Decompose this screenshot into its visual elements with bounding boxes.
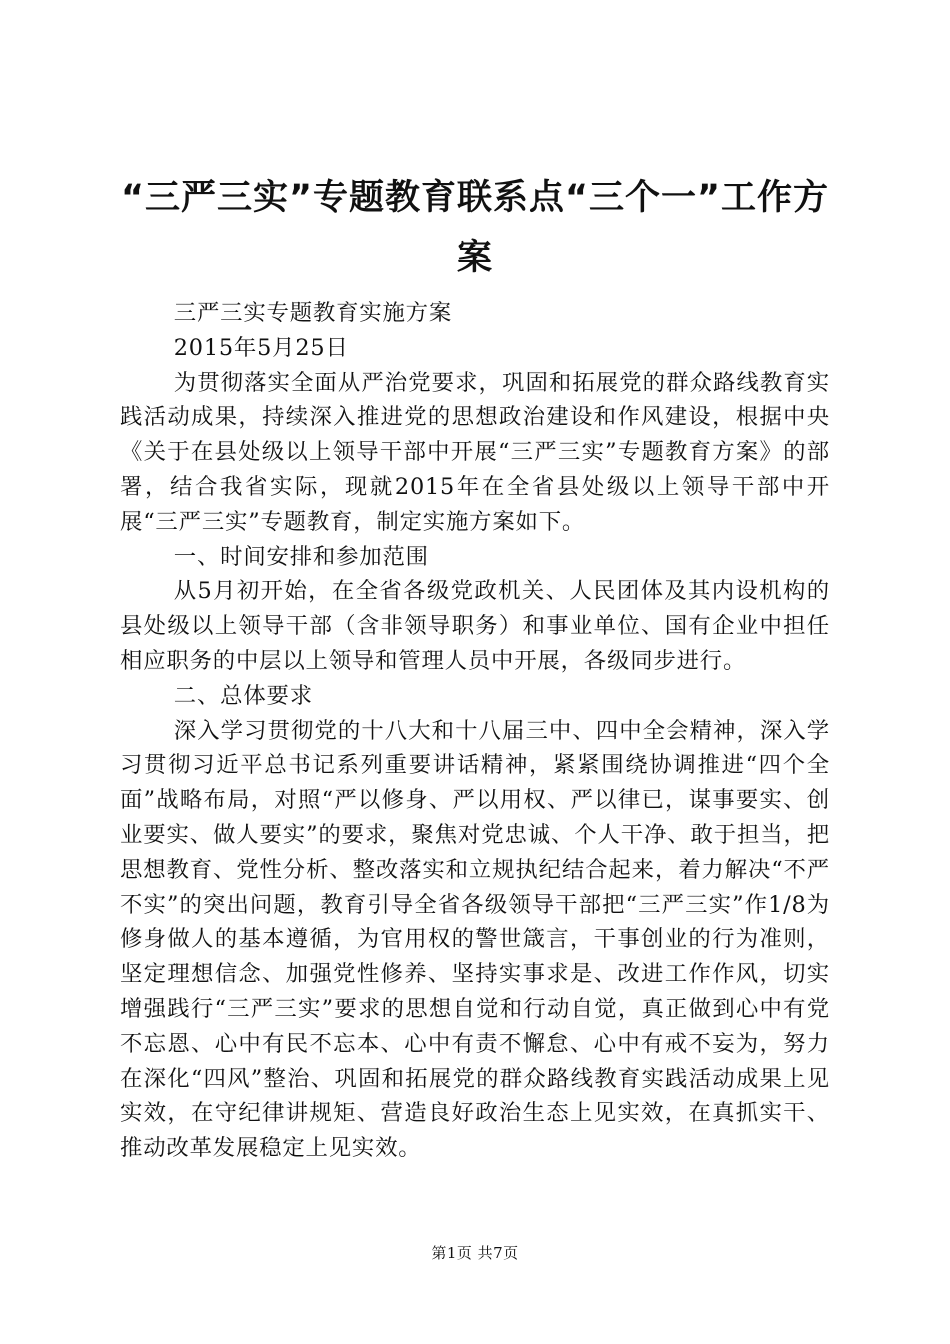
page-footer: 第1页 共7页 xyxy=(431,1244,519,1262)
date-paragraph: 2015年5月25日 xyxy=(173,334,349,361)
section-heading-time-scope: 一、时间安排和参加范围 xyxy=(173,543,429,570)
general-requirements-paragraph: 深入学习贯彻党的十八大和十八届三中、四中全会精神，深入学习贯彻习近平总书记系列重要讲话精神，紧紧围绕协调推进“四个全面”战略布局，对照“严以修身、严以用权、严以律已，谋事要实、创业要实、做人要实”的要求，聚焦对党忠诚、个人干净、敢于担当，把思想教育、党性分析、整改落实和立规执纪结合起来，着力解决“不严不实”的突出问题，教育引导全省各级领导干部把“三严三实”作1/8为修身做人的基本遵循，为官用权的警世箴言，干事创业的行为准则，坚定理想信念、加强党性修养、坚持实事求是、改进工作作风，切实增强践行“三严三实”要求的思想自觉和行动自觉，真正做到心中有党不忘恩、心中有民不忘本、心中有责不懈怠、心中有戒不妄为，努力在深化“四风”整治、巩固和拓展党的群众路线教育实践活动成果上见实效，在守纪律讲规矩、营造良好政治生态上见实效，在真抓实干、推动改革发展稳定上见实效。 xyxy=(120,717,830,1162)
section-heading-general-requirements: 二、总体要求 xyxy=(173,682,313,709)
intro-paragraph: 为贯彻落实全面从严治党要求，巩固和拓展党的群众路线教育实践活动成果，持续深入推进党的思想政治建设和作风建设，根据中央《关于在县处级以上领导干部中开展“三严三实”专题教育方案》的部署，结合我省实际，现就2015年在全省县处级以上领导干部中开展“三严三实”专题教育，制定实施方案如下。 xyxy=(120,369,830,535)
time-scope-paragraph: 从5月初开始，在全省各级党政机关、人民团体及其内设机构的县处级以上领导干部（含非领导职务）和事业单位、国有企业中担任相应职务的中层以上领导和管理人员中开展，各级同步进行。 xyxy=(120,578,830,674)
subtitle-paragraph: 三严三实专题教育实施方案 xyxy=(173,300,453,326)
document-title: “三严三实”专题教育联系点“三个一”工作方案 xyxy=(120,178,829,278)
document-body xyxy=(120,296,830,1166)
